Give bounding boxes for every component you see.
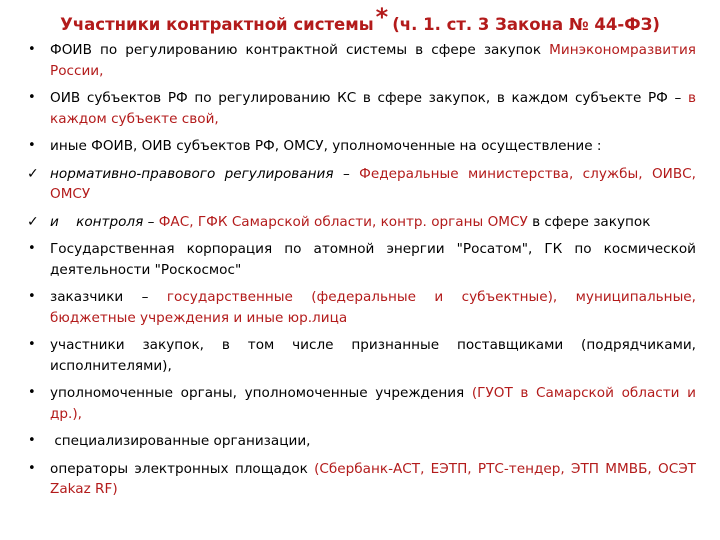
list-item-other-authorities [28,136,696,157]
bullet-icon: • [28,385,36,400]
list-item-state-corporations [28,239,696,280]
item-separator: – [333,165,360,182]
item-text: ОИВ субъектов РФ по регулированию КС в сфере закупок, в каждом субъекте РФ – [50,90,688,106]
list-item-e-platform-operators [28,459,696,500]
item-highlight: государственные (федеральные и субъектные), муниципальные, бюджетные учреждения и иные юр.лица [50,289,696,326]
bullet-icon: • [28,241,36,256]
list-item-customers [28,287,696,328]
item-highlight: Минэкономразвития России, [50,42,696,79]
item-highlight: (Сбербанк-АСТ, ЕЭТП, РТС-тендер, ЭТП ММВБ, ОСЭТ Zakaz RF) [50,460,696,497]
title-main: Участники контрактной системы [60,15,374,34]
slide-title [0,3,720,36]
item-highlight: (ГУОТ в Самарской области и др.), [50,385,696,422]
bullet-icon: • [28,42,36,57]
participants-list [28,40,696,507]
item-separator: – [143,213,159,230]
list-item-regulation [28,164,696,205]
list-item-foiv [28,40,696,81]
bullet-icon: • [28,460,36,476]
item-highlight: в каждом субъекте свой, [50,90,696,127]
bullet-icon: • [28,289,36,304]
item-text: специализированные организации, [50,433,311,449]
item-tail-text: в сфере закупок [527,213,651,230]
checkmark-icon: ✓ [27,165,39,182]
item-highlight: ФАС, ГФК Самарской области, контр. органы ОМСУ [158,213,528,230]
item-text: заказчики – [50,289,167,305]
list-item-procurement-participants [28,335,696,376]
item-text: операторы электронных площадок [50,460,315,477]
bullet-icon: • [28,337,36,352]
item-text: иные ФОИВ, ОИВ субъектов РФ, ОМСУ, уполномоченные на осуществление : [50,138,602,154]
item-italic-text: нормативно-правового регулирования [50,165,334,182]
item-text: уполномоченные органы, уполномоченные учреждения [50,385,472,401]
bullet-icon: • [28,433,36,448]
title-law-reference: (ч. 1. ст. 3 Закона № 44-ФЗ) [392,15,660,34]
list-item-specialized-organizations [28,431,696,452]
item-italic-text: и контроля [50,213,144,230]
bullet-icon: • [28,90,36,105]
checkmark-icon: ✓ [27,213,39,230]
list-item-authorized-bodies [28,383,696,424]
list-item-control [28,212,696,233]
list-item-oiv-subjects [28,88,696,129]
item-text: ФОИВ по регулированию контрактной системы в сфере закупок [50,42,550,58]
title-asterisk: * [375,3,389,31]
item-text: участники закупок, в том числе признанные поставщиками (подрядчиками, исполнителями), [50,337,696,374]
item-text: Государственная корпорация по атомной энергии "Росатом", ГК по космической деятельности "Роскосмос" [50,241,696,278]
item-highlight: Федеральные министерства, службы, ОИВС, ОМСУ [50,165,696,202]
bullet-icon: • [28,138,36,153]
